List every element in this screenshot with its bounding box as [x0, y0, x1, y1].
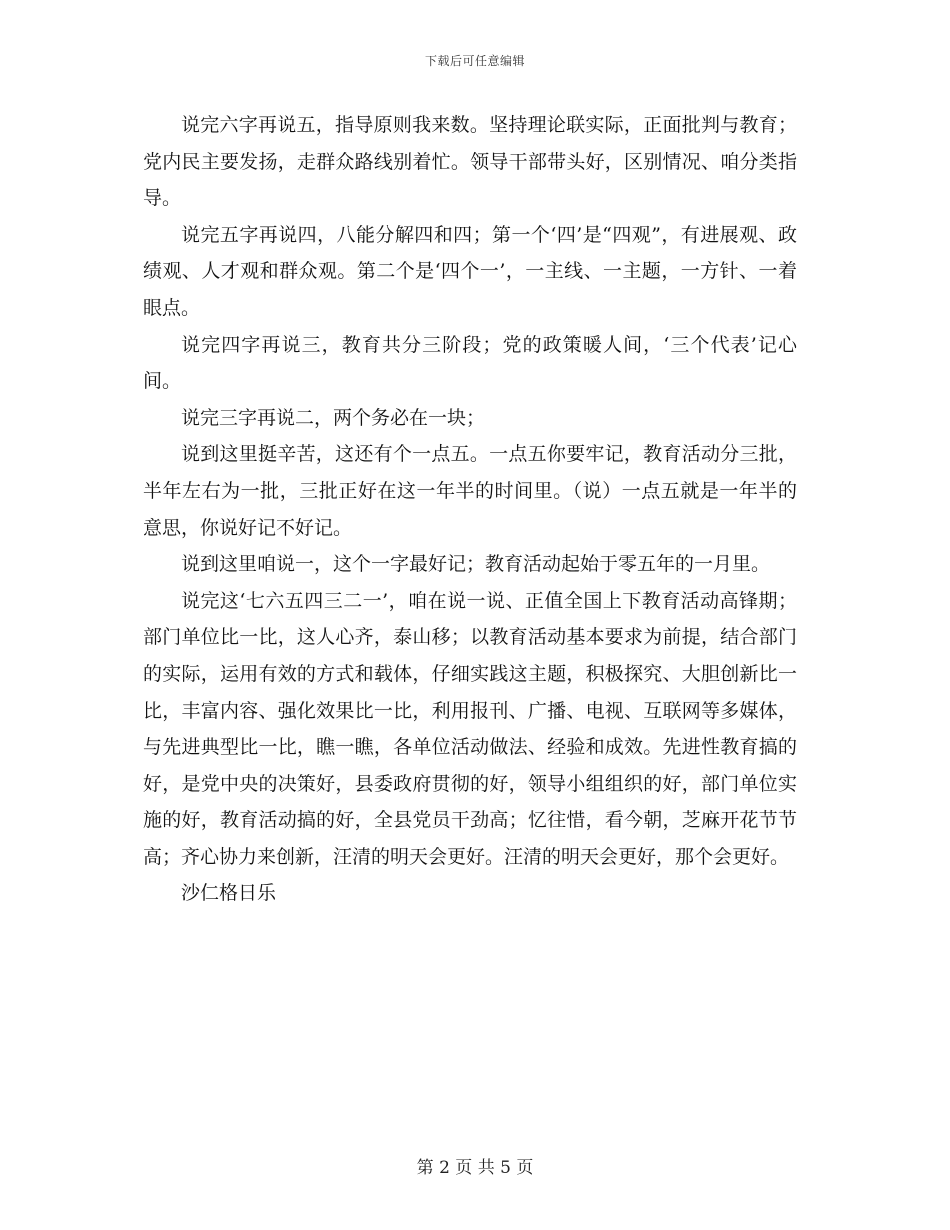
- paragraph-four-views: 说完五字再说四，八能分解四和四；第一个‘四’是“四观”，有进展观、政绩观、人才观和群众观。第二个是‘四个一’，一主线、一主题，一方针、一着眼点。: [143, 223, 797, 319]
- document-body: [143, 107, 797, 912]
- paragraph-summary: 说完这‘七六五四三二一’，咱在说一说、正值全国上下教育活动高锋期；部门单位比一比，这人心齐，泰山移；以教育活动基本要求为前提，结合部门的实际，运用有效的方式和载体，仔细实践这主题，积极探究、大胆创新比一比，丰富内容、强化效果比一比，利用报刊、广播、电视、互联网等多媒体，与先进典型比一比，瞧一瞧，各单位活动做法、经验和成效。先进性教育搞的好，是党中央的决策好，县委政府贯彻的好，领导小组组织的好，部门单位实施的好，教育活动搞的好，全县党员干劲高；忆往惜，看今朝，芝麻开花节节高；齐心协力来创新，汪清的明天会更好。汪清的明天会更好，那个会更好。: [143, 589, 797, 868]
- paragraph-six-principles: 说完六字再说五，指导原则我来数。坚持理论联实际，正面批判与教育；党内民主要发扬，走群众路线别着忙。领导干部带头好，区别情况、咱分类指导。: [143, 114, 797, 210]
- paragraph-one: 说到这里咱说一，这个一字最好记；教育活动起始于零五年的一月里。: [181, 553, 771, 576]
- page-number-footer: 第 2 页 共 5 页: [416, 1158, 534, 1178]
- page-header-note: 下载后可任意编辑: [424, 54, 525, 68]
- paragraph-two-musts: 说完三字再说二，两个务必在一块；: [181, 406, 486, 429]
- paragraph-three-stages: 说完四字再说三，教育共分三阶段；党的政策暖人间，‘三个代表’记心间。: [143, 333, 797, 393]
- paragraph-one-point-five: 说到这里挺辛苦，这还有个一点五。一点五你要牢记，教育活动分三批，半年左右为一批，三批正好在这一年半的时间里。（说）一点五就是一年半的意思，你说好记不好记。: [143, 443, 797, 539]
- author-signature: 沙仁格日乐: [181, 882, 277, 905]
